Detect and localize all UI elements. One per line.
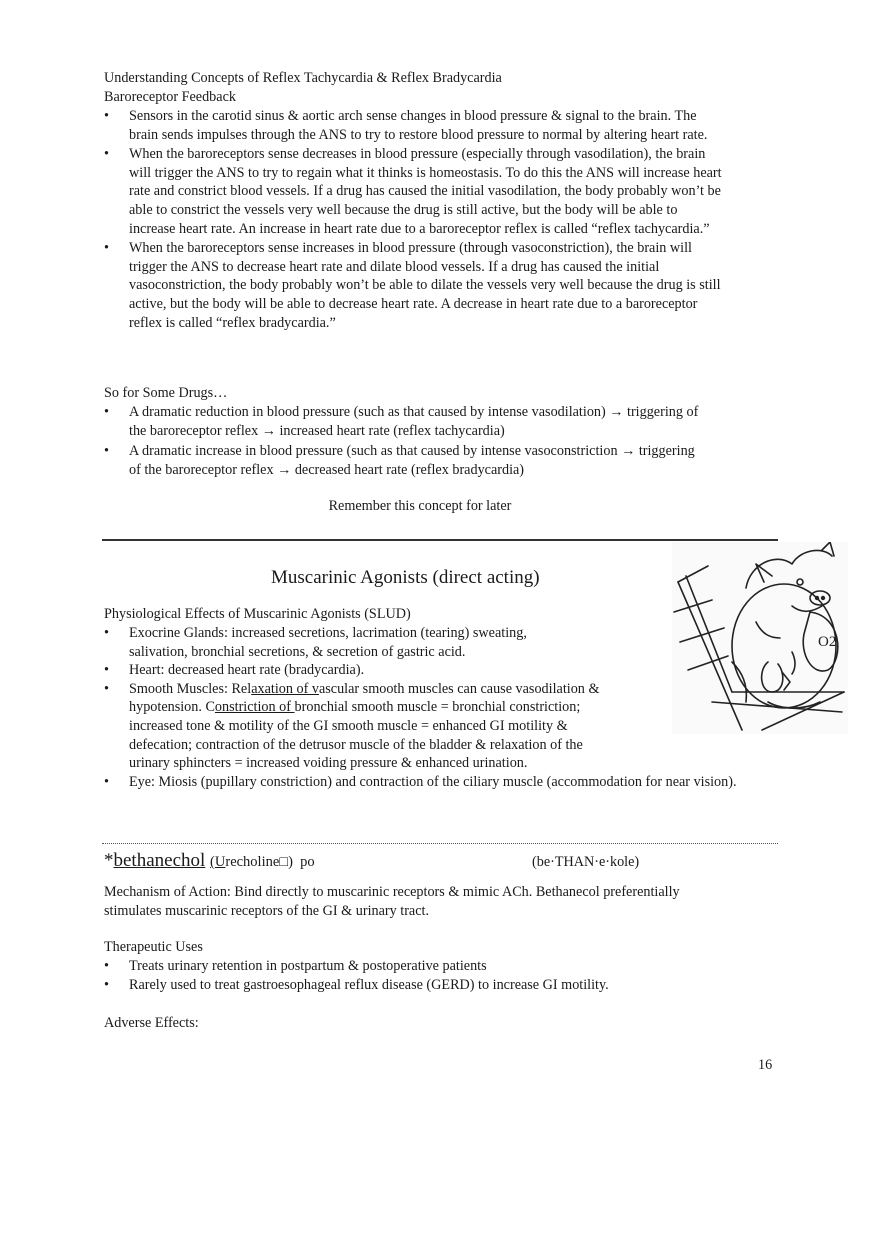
list-item: • Exocrine Glands: increased secretions, lacrimation (tearing) sweating, salivation, bronchial secretions, & secretion of gastric acid. xyxy=(104,624,584,661)
list-item: • Treats urinary retention in postpartum & postoperative patients xyxy=(104,957,744,976)
list-item: • A dramatic reduction in blood pressure (such as that caused by intense vasodilation) → triggering of the baroreceptor reflex → increased heart rate (reflex tachycardia) xyxy=(104,403,704,440)
therapeutic-uses-list xyxy=(104,957,744,994)
muscarinic-effects-list xyxy=(104,624,737,791)
pig-in-deck-chair-illustration xyxy=(672,542,848,734)
smooth-muscle-text-c: bronchial smooth muscle = bronchial constriction; increased tone & motility of the GI smooth muscle = enhanced GI motility & defecation; contraction of the detrusor muscle of the bladder & relaxation of the urinary sphincters = increased voiding pressure & enhanced urination. xyxy=(129,699,583,772)
drug-heading xyxy=(104,849,315,874)
baroreceptor-bullet-list xyxy=(104,107,724,332)
smooth-muscle-underline-a: axation of v xyxy=(251,680,319,697)
drug-brand: recholine xyxy=(225,854,280,870)
section-title-reflex: Understanding Concepts of Reflex Tachycardia & Reflex Bradycardia xyxy=(104,70,502,86)
smooth-muscle-text-a: Smooth Muscles: Rel xyxy=(129,680,252,697)
trademark-box-icon: □ xyxy=(279,854,289,870)
list-item: • Rarely used to treat gastroesophageal reflux disease (GERD) to increase GI motility. xyxy=(104,976,744,995)
list-item: • Eye: Miosis (pupillary constriction) and contraction of the ciliary muscle (accommodation for near vision). xyxy=(104,773,754,792)
physiological-effects-subtitle: Physiological Effects of Muscarinic Agonists (SLUD) xyxy=(104,606,411,622)
remember-note: Remember this concept for later xyxy=(328,498,512,514)
drug-brand-close: ) xyxy=(288,854,293,870)
drug-route: po xyxy=(300,854,315,870)
list-item: • A dramatic increase in blood pressure (such as that caused by intense vasoconstriction → triggering of the baroreceptor reflex → decreased heart rate (reflex bradycardia) xyxy=(104,442,704,479)
section-subtitle-baroreceptor: Baroreceptor Feedback xyxy=(104,89,236,105)
drug-name: bethanechol xyxy=(113,850,206,871)
some-drugs-bullet-list xyxy=(104,403,704,479)
section-divider xyxy=(102,539,778,541)
therapeutic-uses-title: Therapeutic Uses xyxy=(104,939,203,955)
figure-o2-label: O2 xyxy=(818,634,837,650)
adverse-effects-title: Adverse Effects: xyxy=(104,1015,199,1031)
list-item: • Heart: decreased heart rate (bradycardia). xyxy=(104,661,584,680)
page-number: 16 xyxy=(758,1057,773,1073)
drug-brand-open: (U xyxy=(210,854,226,870)
smooth-muscle-underline-b: onstriction of xyxy=(214,699,295,716)
list-item: • When the baroreceptors sense decreases in blood pressure (especially through vasodilation), the brain will trigger the ANS to try to regain what it thinks is homeostasis. To do this the ANS will increase heart rate and constrict blood vessels. If a drug has caused the initial vasodilation, the body probably won’t be able to constrict the vessels very well because the drug is still active, but the body will be able to increase heart rate. An increase in heart rate due to a baroreceptor reflex is called “reflex tachycardia.” xyxy=(104,145,724,238)
muscarinic-agonists-heading: Muscarinic Agonists (direct acting) xyxy=(271,567,540,588)
dotted-divider xyxy=(102,843,778,844)
drug-star: * xyxy=(104,850,114,871)
list-item: • Sensors in the carotid sinus & aortic arch sense changes in blood pressure & signal to the brain. The brain sends impulses through the ANS to try to restore blood pressure to normal by altering heart rate. xyxy=(104,107,724,144)
list-item xyxy=(104,680,627,773)
section-title-some-drugs: So for Some Drugs… xyxy=(104,385,228,401)
smooth-muscle-text-b: ascular smooth muscles can cause vasodilation & hypotension. C xyxy=(129,680,600,716)
mechanism-of-action: Mechanism of Action: Bind directly to muscarinic receptors & mimic ACh. Bethanecol preferentially stimulates muscarinic receptors of the GI & urinary tract. xyxy=(104,884,680,919)
list-item: • When the baroreceptors sense increases in blood pressure (through vasoconstriction), the brain will trigger the ANS to decrease heart rate and dilate blood vessels. If a drug has caused the initial vasoconstriction, the body probably won’t be able to dilate the vessels very well because the drug is still active, but the body will be able to decrease heart rate. A decrease in heart rate due to a baroreceptor reflex is called “reflex bradycardia.” xyxy=(104,239,724,332)
drug-pronunciation: (be·THAN·e·kole) xyxy=(532,854,640,870)
